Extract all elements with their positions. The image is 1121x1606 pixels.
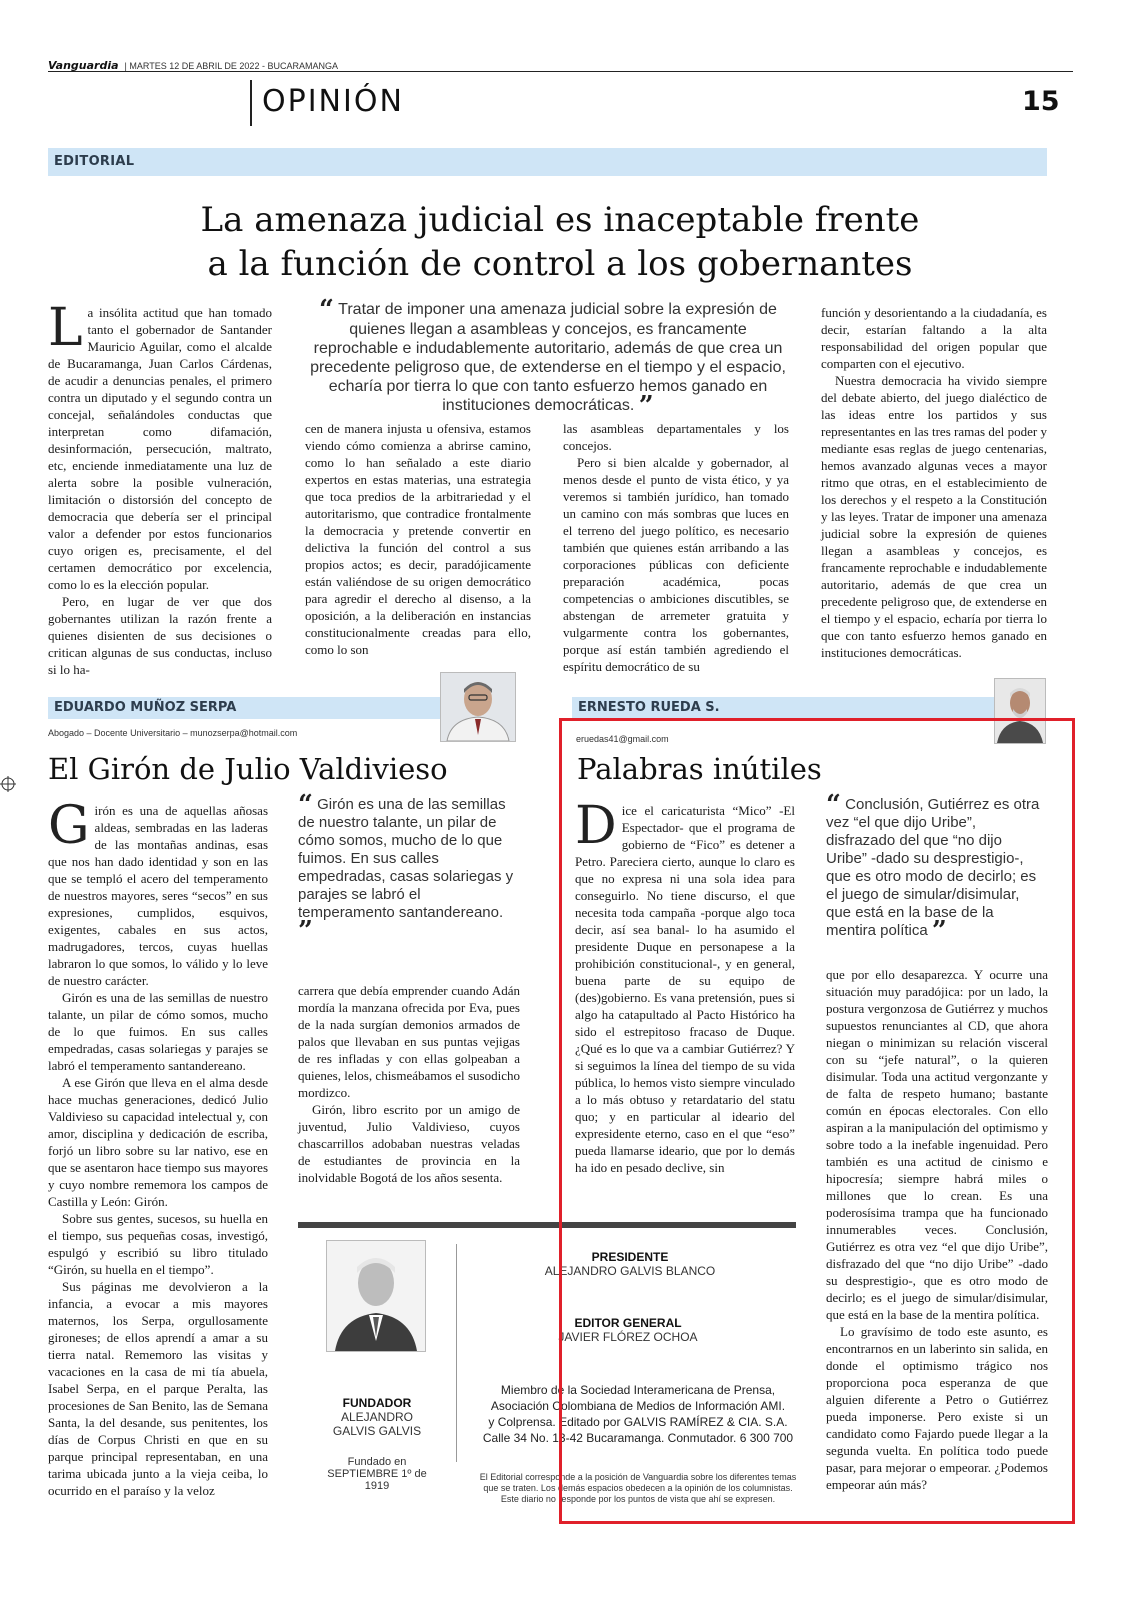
address-line: Calle 34 No. 13-42 Bucaramanga. Conmutador. 6 300 700 bbox=[482, 1431, 794, 1445]
left-column-text-a bbox=[48, 796, 268, 1522]
close-quote-icon: ” bbox=[931, 916, 947, 946]
membership-line: y Colprensa. Editado por GALVIS RAMÍREZ & CIA. S.A. bbox=[488, 1415, 788, 1429]
author-name: EDUARDO MUÑOZ SERPA bbox=[54, 700, 237, 715]
disclaimer-line: Este diario no responde por los puntos de vista que ahí se expresen. bbox=[500, 1494, 776, 1504]
membership-line: Miembro de la Sociedad Interamericana de Prensa, bbox=[500, 1383, 776, 1397]
editorial-column-2 bbox=[305, 420, 531, 668]
column-title: El Girón de Julio Valdivieso bbox=[48, 752, 448, 786]
paragraph: función y desorientando a la ciudadanía, es decir, estarían faltando a la alta responsabilidad del origen popular que comparten con el ejecutivo. bbox=[821, 305, 1047, 371]
dropcap: G bbox=[48, 796, 90, 856]
paragraph: Sus páginas me devolvieron a la infancia, a evocar a mis mayores maternos, los Serpa, orgullosamente gironeses; de ellos aprendí a amar a su tierra natal. Rememoro las visitas y vacaciones en la casa de mi tía abuela, Isabel Serpa, en el parque Peralta, las procesiones de San Benito, las de Semana Santa, la del desande, sus penitentes, los días de Corpus Christi en que en su parque principal representaban, en una tarima ubicada junto a la vieja ceiba, lo ocurrido en el paraíso y la veloz bbox=[48, 1279, 268, 1498]
founder-photo bbox=[326, 1240, 426, 1352]
open-quote-icon: “ bbox=[298, 790, 313, 820]
brand-logo: Vanguardia bbox=[48, 59, 119, 72]
founder-portrait-icon bbox=[327, 1241, 425, 1351]
paragraph: las asambleas departamentales y los concejos. bbox=[563, 421, 789, 453]
author-portrait-icon bbox=[441, 673, 515, 741]
editorial-pull-quote bbox=[306, 295, 790, 421]
headline-line-2: a la función de control a los gobernantes bbox=[207, 244, 913, 284]
president-name: ALEJANDRO GALVIS BLANCO bbox=[544, 1264, 716, 1278]
author-band-left bbox=[48, 697, 446, 719]
editorial-column-3 bbox=[563, 420, 789, 674]
disclaimer-line: El Editorial corresponde a la posición de Vanguardia sobre los diferentes temas bbox=[479, 1472, 797, 1482]
left-column-pull-quote bbox=[298, 790, 518, 946]
author-photo-left bbox=[440, 672, 516, 742]
paragraph: Pero si bien alcalde y gobernador, al menos desde el punto de vista ético, y ya veremos si también jurídico, han tomado un camino con más sombras que luces en el terreno del juego político, es necesario también que quienes están arribando a las corporaciones públicas con deficiente preparación académica, pocas competencias o ambiciones discutibles, se abstengan de arremeter gratuita y vulgarmente contra los gobernantes, porque así están también agrediendo el espíritu democrático de su bbox=[563, 455, 789, 674]
section-title: OPINIÓN bbox=[262, 84, 404, 119]
headline-line-1: La amenaza judicial es inaceptable frente bbox=[200, 200, 920, 240]
paragraph: Nuestra democracia ha vivido siempre del debate abierto, del juego dialéctico de las ideas entre los partidos y sus representantes en las tres ramas del poder y mediante esas reglas de juego centenarias, hemos avanzado algunas veces a mayor ritmo que otras, en el establecimiento de los derechos y el respeto a la Constitución y las leyes. Tratar de imponer una amenaza judicial sobre la expresión de quienes llegan a asambleas y concejos, es francamente reprochable e indudablemente autoritario, además de que crea un precedente peligroso que, de extenderse en el tiempo y el espacio, echaría por tierra lo que con tanto esfuerzo hemos ganado en instituciones democráticas. bbox=[821, 373, 1047, 660]
founded-line-1: Fundado en bbox=[347, 1456, 407, 1468]
paragraph: Pero, en lugar de ver que dos gobernantes utilizan la razón frente a quienes disienten de sus decisiones o critican algunas de sus conductas, incluso si lo ha- bbox=[48, 594, 272, 677]
paragraph: Sobre sus gentes, sucesos, su huella en el tiempo, sus pequeñas cosas, investigó, espulgó y escribió su libro titulado “Girón, su huella en el tiempo”. bbox=[48, 1211, 268, 1277]
paragraph: Girón, libro escrito por un amigo de juventud, Julio Valdivieso, cuyos chascarrillos adobaban nuestras veladas de estudiantes de provincia en la inolvidable Bogotá de los años sesenta. bbox=[298, 1102, 520, 1185]
editorial-column-4 bbox=[821, 304, 1047, 668]
membership-line: Asociación Colombiana de Medios de Información AMI. bbox=[490, 1399, 786, 1413]
paragraph: que por ello desaparezca. Y ocurre una situación muy paradójica: por un lado, la postura vergonzosa de Gutiérrez y muchos supuestos renunciantes al CD, que ahora niegan o minimizan su relación visceral con su “jefe natural”, o la quieren disimular. Toda una actitud vergonzante y de falta de respeto humano; bastante común en épocas electorales. Con ello aspiran a la manipulación del optimismo y sobre todo a la inefable ingenuidad. Pero también es una actitud de cinismo e hipocresía; siempre habrá miles o millones que lo crean. Es una poderosísima trampa que ha funcionado innumerables veces. Conclusión, Gutiérrez es otra vez “el que dijo Uribe”, disfrazado del que “no dijo Uribe” -dado su desprestigio-, que es otro modo de decirlo; es el juego de simular/disimular, que está en la base de la mentira política. bbox=[826, 967, 1048, 1322]
dropcap: D bbox=[575, 796, 617, 856]
editor-label: EDITOR GENERAL bbox=[574, 1316, 682, 1330]
paragraph: ice el caricaturista “Mico” -El Espectador- que el programa de gobierno de “Fico” es detener a Petro. Pareciera cierto, aunque lo claro es que no expresa ni una sola idea para conseguirlo. No tiene discurso, el que necesita toda campaña -porque algo toca decir, así sea banal- lo ha asumido el presidente Duque en personapese a la prohibición constitucional-, y en general, buena parte de su equipo de (des)gobierno. Es vana pretensión, pues si algo ha catapultado al Pacto Histórico ha sido el estrepitoso fracaso de Duque. ¿Qué es lo que va a cambiar Gutiérrez? Y si seguimos la línea del tiempo de su vida pública, lo hemos visto siempre vinculado a lo más obtuso y retardatario del statu quo; y en particular al ideario del expresidente eterno, caso en el que “eso” pueda llamarse ideario, que por lo demás ha ido en pesado declive, sin bbox=[575, 803, 795, 1175]
paragraph: cen de manera injusta u ofensiva, estamos viendo cómo comienza a abrirse camino, como lo han señalado a este diario expertos en estas materias, una estrategia que toca predios de la arbitrariedad y el autoritarismo, que contradice frontalmente la democracia y pretende convertir en delictiva la función del control a sus propios actos; es decir, paradójicamente están valiéndose de su origen democrático para agredir el derecho al disenso, a la oposición, a la deliberación en instancias constitucionalmente creadas para ello, como lo son bbox=[305, 421, 531, 657]
paragraph: carrera que debía emprender cuando Adán mordía la manzana ofrecida por Eva, pues de la nada surgían demonios armados de palos que llevaban en sus puntas vejigas de res infladas y con ellas golpeaban a quienes, lelos, chismeábamos el susodicho mordizco. bbox=[298, 983, 520, 1100]
pull-quote-text: Tratar de imponer una amenaza judicial sobre la expresión de quienes llegan a asambleas y concejos, es francamente reprochable e indudablemente autoritario, además de que crea un precedente peligroso que, de extenderse en el tiempo y el espacio, echaría por tierra lo que con tanto esfuerzo hemos ganado en instituciones democráticas. bbox=[310, 301, 786, 414]
page-number: 15 bbox=[1022, 86, 1060, 117]
president-label: PRESIDENTE bbox=[591, 1250, 669, 1264]
founder-name-line-1: ALEJANDRO bbox=[340, 1410, 414, 1424]
author-name: ERNESTO RUEDA S. bbox=[578, 700, 720, 715]
paragraph: a insólita actitud que han tomado tanto el gobernador de Santander Mauricio Aguilar, como el alcalde de Bucaramanga, Juan Carlos Cárdenas, de acudir a denuncias penales, el primero contra un diputado y el segundo contra un concejal, señalándoles conductas que interpretan como difamación, desinformación, persecución, maltrato, etc, enciende inmediatamente una luz de alerta sobre la posible vulneración, limitación o distorsión del concepto de democracia que debería ser el principal valor a defender por estos funcionarios cuyo origen es, precisamente, el del certamen democrático por excelencia, como lo es la elección popular. bbox=[48, 305, 272, 592]
open-quote-icon: “ bbox=[319, 295, 335, 325]
editorial-band bbox=[48, 148, 1047, 176]
paragraph: Girón es una de las semillas de nuestro talante, un pilar de cómo somos, mucho de lo que fuimos. En sus calles empedradas, casas solariegas y parajes se labró el temperamento santandereano. bbox=[48, 990, 268, 1073]
pull-quote-text: Conclusión, Gutiérrez es otra vez “el que dijo Uribe”, disfrazado del que “no dijo Uribe” -dado su desprestigio-, que es otro modo de decirlo; es el juego de simular/disimular, que está en la base de la mentira política bbox=[826, 796, 1040, 939]
editor-name: JAVIER FLÓREZ OCHOA bbox=[558, 1330, 698, 1344]
paragraph: A ese Girón que lleva en el alma desde hace muchas generaciones, dedicó Julio Valdivieso su capacidad intelectual y, con amor, disciplina y dedicación de escriba, forjó un libro sobre su lar nativo, ese en que se asentaron hace tiempo sus mayores y cuyo nombre rememora los campos de Castilla y León: Girón. bbox=[48, 1075, 268, 1209]
open-quote-icon: “ bbox=[826, 790, 841, 820]
author-bio: Abogado – Docente Universitario – munozserpa@hotmail.com bbox=[48, 728, 298, 738]
editorial-column-1 bbox=[48, 298, 272, 677]
column-title: Palabras inútiles bbox=[577, 752, 822, 786]
staff-divider bbox=[456, 1244, 457, 1462]
pull-quote-text: Girón es una de las semillas de nuestro talante, un pilar de cómo somos, mucho de lo que fuimos. En sus calles empedradas, casas solariegas y parajes se labró el temperamento santandereano. bbox=[298, 796, 514, 921]
close-quote-icon: ” bbox=[638, 391, 654, 421]
paragraph: irón es una de aquellas añosas aldeas, sembradas en las laderas de las montañas andinas, esas que nos han dado identidad y son en las que se templó el acero del temperamento de nuestros mayores, seres “secos” en sus expresiones, cumplidos, esquivos, exigentes, cabales en sus actos, madrugadores, tercos, cuyas huellas labraron lo que somos, lo válido y lo leve de nuestro carácter. bbox=[48, 803, 268, 988]
founder-name-line-2: GALVIS GALVIS bbox=[332, 1424, 422, 1438]
left-column-text-b bbox=[298, 982, 520, 1185]
founder-label: FUNDADOR bbox=[342, 1396, 412, 1410]
highlight-box bbox=[559, 718, 1075, 1524]
paragraph: Lo gravísimo de todo este asunto, es encontrarnos en un laberinto sin salida, en donde el optimismo trágico nos proporciona poca esperanza de que alguien diferente a Petro o Gutiérrez pueda imponerse. Pero existe si un candidato como Fajardo puede llegar a la segunda vuelta. En política todo puede pasar, para mejorar o empeorar. ¿Podemos empeorar aún más? bbox=[826, 1324, 1048, 1492]
author-band-right bbox=[572, 697, 1008, 719]
section-divider bbox=[250, 80, 252, 126]
dropcap: L bbox=[48, 298, 83, 358]
masthead bbox=[48, 56, 1073, 72]
close-quote-icon: ” bbox=[298, 916, 313, 946]
editorial-headline bbox=[60, 198, 1060, 286]
founded-line-2: SEPTIEMBRE 1º de 1919 bbox=[327, 1468, 427, 1492]
author-email: eruedas41@gmail.com bbox=[576, 734, 669, 744]
dateline: | MARTES 12 DE ABRIL DE 2022 - BUCARAMANGA bbox=[124, 61, 338, 71]
founder-block bbox=[318, 1396, 436, 1492]
registration-mark-icon bbox=[0, 776, 16, 792]
disclaimer-line: que se traten. Los demás espacios obedecen a la opinión de los columnistas. bbox=[483, 1483, 793, 1493]
editorial-label: EDITORIAL bbox=[54, 154, 135, 169]
